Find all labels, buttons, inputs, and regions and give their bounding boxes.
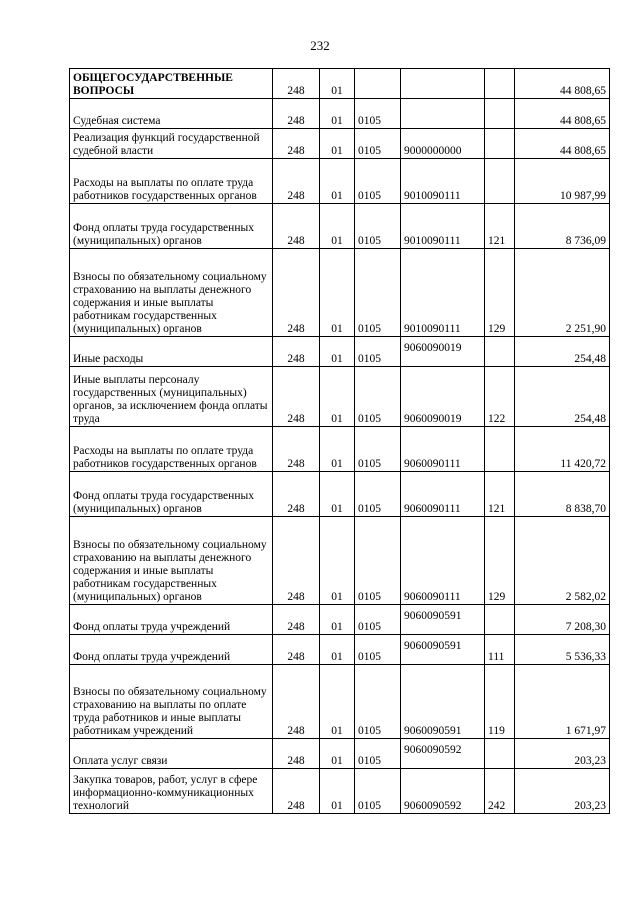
table-row (70, 665, 610, 739)
grbs-cell: 248 (273, 69, 320, 99)
sum-cell: 44 808,65 (515, 129, 610, 159)
name-cell: Фонд оплаты труда учреждений (70, 605, 273, 635)
rz-cell: 01 (320, 69, 355, 99)
sum-cell: 11 420,72 (515, 427, 610, 472)
table-row (70, 472, 610, 517)
rz-cell: 01 (320, 472, 355, 517)
vr-cell: 121 (485, 472, 515, 517)
pr-cell: 0105 (355, 159, 401, 204)
sum-cell: 2 251,90 (515, 249, 610, 337)
table-row (70, 605, 610, 635)
grbs-cell: 248 (273, 517, 320, 605)
vr-cell: 242 (485, 769, 515, 814)
name-cell: Иные расходы (70, 337, 273, 367)
name-cell: Закупка товаров, работ, услуг в сфере информационно-коммуникационных технологий (70, 769, 273, 814)
table-row (70, 635, 610, 665)
cs-cell (401, 69, 485, 99)
vr-cell: 129 (485, 249, 515, 337)
pr-cell: 0105 (355, 427, 401, 472)
cs-cell: 9000000000 (401, 129, 485, 159)
name-cell: Взносы по обязательному социальному страхованию на выплаты денежного содержания и иные выплаты работникам государственных (муниципальных) органов (70, 517, 273, 605)
budget-table-body (70, 69, 610, 814)
table-row (70, 337, 610, 367)
cs-cell: 9060090592 (401, 769, 485, 814)
grbs-cell: 248 (273, 249, 320, 337)
table-row (70, 249, 610, 337)
table-row (70, 129, 610, 159)
cs-cell (401, 99, 485, 129)
sum-cell: 44 808,65 (515, 69, 610, 99)
pr-cell: 0105 (355, 517, 401, 605)
vr-cell (485, 337, 515, 367)
grbs-cell: 248 (273, 665, 320, 739)
vr-cell: 122 (485, 367, 515, 427)
cs-cell: 9060090019 (401, 367, 485, 427)
pr-cell: 0105 (355, 249, 401, 337)
pr-cell (355, 69, 401, 99)
name-cell: Расходы на выплаты по оплате труда работников государственных органов (70, 427, 273, 472)
cs-cell: 9010090111 (401, 249, 485, 337)
sum-cell: 254,48 (515, 337, 610, 367)
page-number: 232 (310, 38, 330, 53)
table-row (70, 367, 610, 427)
pr-cell: 0105 (355, 739, 401, 769)
rz-cell: 01 (320, 427, 355, 472)
grbs-cell: 248 (273, 427, 320, 472)
pr-cell: 0105 (355, 367, 401, 427)
cs-cell: 9010090111 (401, 204, 485, 249)
pr-cell: 0105 (355, 99, 401, 129)
rz-cell: 01 (320, 769, 355, 814)
cs-cell: 9060090592 (401, 739, 485, 769)
sum-cell: 2 582,02 (515, 517, 610, 605)
vr-cell (485, 69, 515, 99)
pr-cell: 0105 (355, 769, 401, 814)
sum-cell: 1 671,97 (515, 665, 610, 739)
cs-cell: 9060090591 (401, 605, 485, 635)
sum-cell: 10 987,99 (515, 159, 610, 204)
table-row (70, 769, 610, 814)
vr-cell (485, 159, 515, 204)
vr-cell: 111 (485, 635, 515, 665)
sum-cell: 254,48 (515, 367, 610, 427)
pr-cell: 0105 (355, 605, 401, 635)
name-cell: Фонд оплаты труда государственных (муниципальных) органов (70, 204, 273, 249)
name-cell: Расходы на выплаты по оплате труда работников государственных органов (70, 159, 273, 204)
rz-cell: 01 (320, 204, 355, 249)
rz-cell: 01 (320, 517, 355, 605)
table-row (70, 69, 610, 99)
grbs-cell: 248 (273, 337, 320, 367)
sum-cell: 203,23 (515, 769, 610, 814)
grbs-cell: 248 (273, 605, 320, 635)
table-row (70, 99, 610, 129)
table-row (70, 204, 610, 249)
table-row (70, 427, 610, 472)
name-cell: Иные выплаты персоналу государственных (муниципальных) органов, за исключением фонда оплаты труда (70, 367, 273, 427)
grbs-cell: 248 (273, 99, 320, 129)
pr-cell: 0105 (355, 129, 401, 159)
pr-cell: 0105 (355, 204, 401, 249)
cs-cell: 9010090111 (401, 159, 485, 204)
name-cell: Взносы по обязательному социальному страхованию на выплаты денежного содержания и иные выплаты работникам государственных (муниципальных) органов (70, 249, 273, 337)
name-cell: Взносы по обязательному социальному страхованию на выплаты по оплате труда работников и иные выплаты работникам учреждений (70, 665, 273, 739)
vr-cell (485, 129, 515, 159)
cs-cell: 9060090591 (401, 665, 485, 739)
sum-cell: 8 838,70 (515, 472, 610, 517)
cs-cell: 9060090019 (401, 337, 485, 367)
cs-cell: 9060090591 (401, 635, 485, 665)
grbs-cell: 248 (273, 769, 320, 814)
rz-cell: 01 (320, 249, 355, 337)
sum-cell: 44 808,65 (515, 99, 610, 129)
rz-cell: 01 (320, 605, 355, 635)
grbs-cell: 248 (273, 129, 320, 159)
pr-cell: 0105 (355, 665, 401, 739)
rz-cell: 01 (320, 739, 355, 769)
rz-cell: 01 (320, 99, 355, 129)
vr-cell (485, 99, 515, 129)
table-row (70, 517, 610, 605)
vr-cell: 119 (485, 665, 515, 739)
sum-cell: 7 208,30 (515, 605, 610, 635)
grbs-cell: 248 (273, 204, 320, 249)
grbs-cell: 248 (273, 159, 320, 204)
name-cell: Реализация функций государственной судебной власти (70, 129, 273, 159)
sum-cell: 5 536,33 (515, 635, 610, 665)
grbs-cell: 248 (273, 739, 320, 769)
vr-cell (485, 427, 515, 472)
table-row (70, 739, 610, 769)
sum-cell: 203,23 (515, 739, 610, 769)
name-cell: Оплата услуг связи (70, 739, 273, 769)
rz-cell: 01 (320, 665, 355, 739)
name-cell: Фонд оплаты труда государственных (муниципальных) органов (70, 472, 273, 517)
name-cell: Фонд оплаты труда учреждений (70, 635, 273, 665)
pr-cell: 0105 (355, 635, 401, 665)
rz-cell: 01 (320, 129, 355, 159)
rz-cell: 01 (320, 367, 355, 427)
name-cell: Судебная система (70, 99, 273, 129)
vr-cell (485, 739, 515, 769)
cs-cell: 9060090111 (401, 517, 485, 605)
vr-cell (485, 605, 515, 635)
grbs-cell: 248 (273, 472, 320, 517)
budget-table (69, 68, 610, 814)
pr-cell: 0105 (355, 337, 401, 367)
table-row (70, 159, 610, 204)
rz-cell: 01 (320, 337, 355, 367)
grbs-cell: 248 (273, 635, 320, 665)
rz-cell: 01 (320, 159, 355, 204)
vr-cell: 121 (485, 204, 515, 249)
name-cell: ОБЩЕГОСУДАРСТВЕННЫЕ ВОПРОСЫ (70, 69, 273, 99)
cs-cell: 9060090111 (401, 472, 485, 517)
vr-cell: 129 (485, 517, 515, 605)
sum-cell: 8 736,09 (515, 204, 610, 249)
rz-cell: 01 (320, 635, 355, 665)
grbs-cell: 248 (273, 367, 320, 427)
cs-cell: 9060090111 (401, 427, 485, 472)
pr-cell: 0105 (355, 472, 401, 517)
